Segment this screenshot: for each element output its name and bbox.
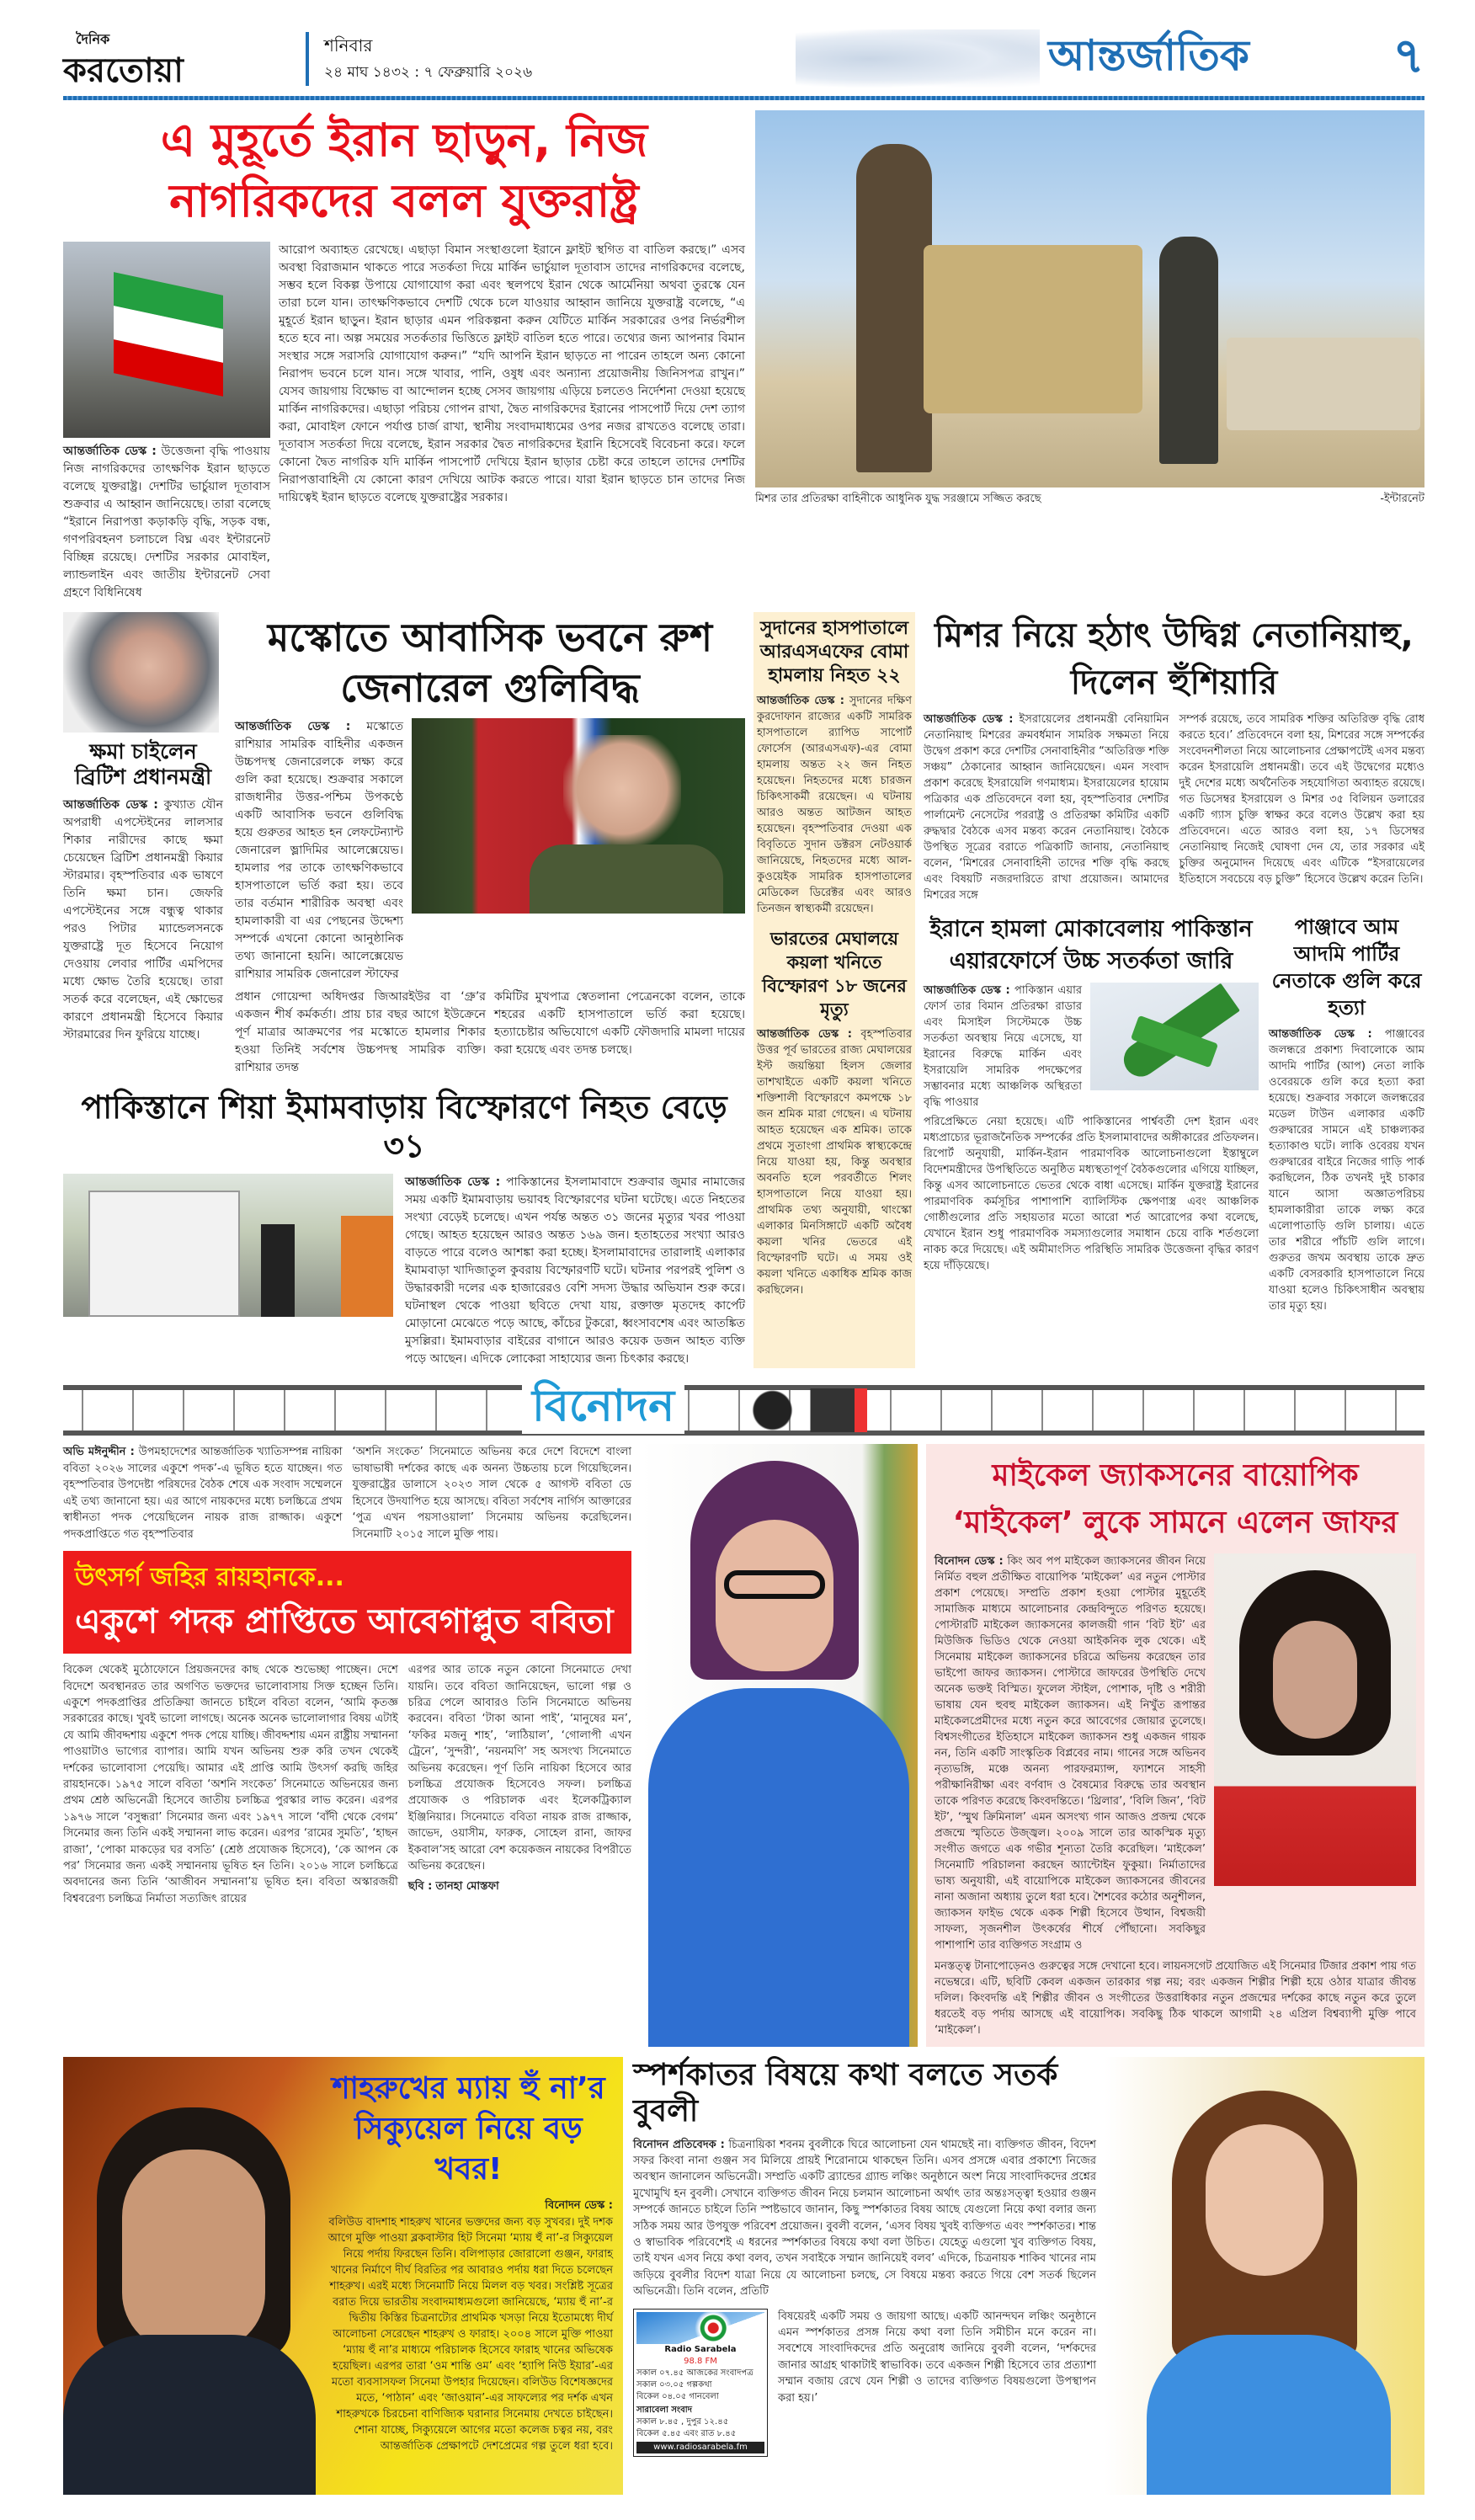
radio-name: Radio Sarabela xyxy=(664,2344,737,2354)
starmer-text: কুখ্যাত যৌন অপরাধী এপস্টেইনের লালসার শিকার নারীদের কাছে ক্ষমা চেয়েছেন ব্রিটিশ প্রধানমন্ত্রী কিয়ার স্টারমার। বৃহস্পতিবার এক ভাষণে তিনি ক্ষমা চান। জেফরি এপস্টেইনের সঙ্গে বন্ধুত্ব থাকার পরও পিটার ম্যান্ডেলসনকে যুক্তরাষ্ট্রে দূত হিসেবে নিয়োগ দেওয়ায় লেবার পার্টির এমপিদের মধ্যে ক্ষোভ তৈরি হয়েছে। তারা সতর্ক করে বলেছেন, এই ক্ষোভের কারণে প্রধানমন্ত্রী হিসেবে কিয়ার স্টারমারের দিন ফুরিয়ে যাচ্ছে। xyxy=(63,798,224,1042)
moscow-story xyxy=(235,612,745,1077)
meghalaya-headline: ভারতের মেঘালয়ে কয়লা খনিতে বিস্ফোরণ ১৮ জনের মৃত্যু xyxy=(762,929,907,1020)
bobita-headline: একুশে পদক প্রাপ্তিতে আবেগাপ্লুত ববিতা xyxy=(75,1602,614,1642)
fighter-jet-photo xyxy=(1090,983,1259,1090)
radio-url[interactable]: www.radiosarabela.fm xyxy=(636,2442,764,2453)
world-map-graphic xyxy=(796,29,1040,88)
moscow-text: মস্কোতে রাশিয়ার সামরিক বাহিনীর একজন উচ্চপদস্থ জেনারেলকে লক্ষ্য করে গুলি করা হয়েছে। শুক্রবার সকালে রাজধানীর উত্তর-পশ্চিম উপকণ্ঠে একটি আবাসিক ভবনে গুলিবিদ্ধ হয়ে গুরুতর আহত হন লেফটেন্যান্ট জেনারেল ভ্লাদিমির আলেক্সেয়েভ। হামলার পর তাকে তাৎক্ষণিকভাবে হাসপাতালে ভর্তি করা হয়। তবে তার বর্তমান শারীরিক অবস্থা এবং হামলাকারী বা এর পেছনের উদ্দেশ্য সম্পর্কে এখনো কোনো আনুষ্ঠানিক তথ্য জানানো হয়নি। আলেক্সেয়েভ রাশিয়ার সামরিক জেনারেল স্টাফের xyxy=(235,720,403,981)
masthead-divider xyxy=(306,32,309,86)
michael-photo xyxy=(1214,1553,1416,1886)
pak-airforce-body xyxy=(924,983,1082,1111)
sudan-headline: সুদানের হাসপাতালে আরএসএফের বোমা হামলায় নিহত ২২ xyxy=(759,618,909,686)
imambara-story xyxy=(63,1174,745,1368)
michael-text: কিং অব পপ মাইকেল জ্যাকসনের জীবন নিয়ে নির্মিত বহুল প্রতীক্ষিত বায়োপিক ‘মাইকেল’ এর নতুন পোস্টার প্রকাশ পেয়েছে। সম্প্রতি প্রকাশ হওয়া পোস্টার মুহূর্তেই সামাজিক মাধ্যমে আলোচনার কেন্দ্রবিন্দুতে পরিণত হয়েছে। পোস্টারটি মাইকেল জ্যাকসনের কালজয়ী গান ‘বিট ইট’ এর মিউজিক ভিডিও থেকে নেওয়া আইকনিক লুক থেকে। এই সিনেমায় মাইকেল জ্যাকসনের চরিত্রে অভিনয় করেছেন তার ভাইপো জাফর জ্যাকসন। পোস্টারে জাফরের উপস্থিতি দেখে অনেক ভক্তই বিস্মিত। ফুলেল স্টাইল, পোশাক, দৃষ্টি ও শরীরী ভাষায় যেন হুবহু মাইকেল জ্যাকসন। এই নিখুঁত রূপান্তর মাইকেলপ্রেমীদের মধ্যে নতুন করে আবেগের জোয়ার তুলেছে। বিশ্বসংগীতের ইতিহাসে মাইকেল জ্যাকসন শুধু একজন গায়ক নন, তিনি একটি সাংস্কৃতিক বিপ্লবের নাম। গানের সঙ্গে অভিনব নৃত্যভঙ্গি, মঞ্চে অনন্য পারফরম্যান্স, ফ্যাশনে সাহসী পরীক্ষানিরীক্ষা এবং বর্ণবাদ ও বৈষম্যের বিরুদ্ধে তার অবস্থান তাকে পরিণত করেছে কিংবদন্তিতে। ‘থ্রিলার’, ‘বিলি জিন’, ‘বিট ইট’, ‘স্মুথ ক্রিমিনাল’ এমন অসংখ্য গান আজও প্রজন্ম থেকে প্রজন্মে স্মৃতিতে উজ্জ্বল। ২০০৯ সালে তার আকস্মিক মৃত্যু সংগীত জগতে এক গভীর শূন্যতা তৈরি করেছিল। ‘মাইকেল’ সিনেমাটি পরিচালনা করছেন অ্যান্টোইন ফুকুয়া। নির্মাতাদের ভাষ্য অনুযায়ী, এই বায়োপিকে মাইকেল জ্যাকসনের জীবনের নানা অজানা অধ্যায় তুলে ধরা হবে। শৈশবের কঠোর অনুশীলন, জ্যাকসন ফাইভ থেকে একক শিল্পী হিসেবে উত্থান, বিশ্বজয়ী সাফল্য, সৃজনশীল উৎকর্ষের শীর্ষে পৌঁছানো। সবকিছুর পাশাপাশি তার ব্যক্তিগত সংগ্রাম ও xyxy=(935,1555,1206,1953)
dateline: আন্তর্জাতিক ডেস্ক : xyxy=(1269,1028,1372,1041)
michael-box xyxy=(926,1444,1424,2047)
lead-intro xyxy=(63,443,270,602)
radio-schedule-item: সকাল ০৭.৪৫ আজকের সংবাদপত্র xyxy=(636,2368,753,2378)
lead-story xyxy=(63,110,745,602)
dateline: আন্তর্জাতিক ডেস্ক : xyxy=(405,1175,501,1190)
bobita-top-col1 xyxy=(63,1444,343,1542)
radio-news-title: সারাবেলা সংবাদ xyxy=(636,2405,692,2415)
section-title: আন্তর্জাতিক xyxy=(1048,30,1249,80)
dateline: আন্তর্জাতিক ডেস্ক : xyxy=(63,445,157,458)
radio-news-times: সকাল ৮.৪৫ , দুপুর ১২.৪৫ xyxy=(636,2416,729,2427)
lead-body: আরোপ অব্যাহত রেখেছে। এছাড়া বিমান সংস্থাগুলো ইরানে ফ্লাইট স্থগিত বা বাতিল করছে।” এসব অবস্থা বিরাজমান থাকতে পারে সতর্কতা দিয়ে মার্কিন ভার্চুয়াল দূতাবাস তাদের নাগরিকদের বলেছে, সম্ভব হলে বিকল্প উপায়ে যোগাযোগ করা এবং স্থলপথে ইরান থেকে আর্মেনিয়া অথবা তুরস্কে যেন তারা চলে যান। তাৎক্ষণিকভাবে দেশটি থেকে চলে যাওয়ার আহ্বান জানিয়ে যুক্তরাষ্ট্র বলেছে, “এ মুহূর্তে ইরান ছাড়ুন। ইরান ছাড়ার এমন পরিকল্পনা করুন যেটিতে মার্কিন সরকারের ওপর নির্ভরশীল হতে হবে না। অল্প সময়ের সতর্কতার ভিত্তিতে ফ্লাইট বাতিল হতে পারে। তথ্যের জন্য আপনার বিমান সংস্থার সঙ্গে সরাসরি যোগাযোগ করুন।” “যদি আপনি ইরান ছাড়তে না পারেন তাহলে অন্য কোনো নিরাপদ ভবনে চলে যান। সঙ্গে খাবার, পানি, ওষুধ এবং অন্যান্য প্রয়োজনীয় জিনিসপত্র রাখুন।” যেসব জায়গায় বিক্ষোভ বা আন্দোলন হচ্ছে সেসব জায়গায় এড়িয়ে চলতেও নির্দেশনা দেওয়া হয়েছে মার্কিন নাগরিকদের। এছাড়া পরিচয় গোপন রাখা, দ্বৈত নাগরিকদের ইরানের পাসপোর্ট দিয়ে দেশ ত্যাগ করা, মোবাইল ফোনে পর্যাপ্ত চার্জ রাখা, স্থানীয় সংবাদমাধ্যমের ওপর নজর রাখতেও বলেছে তারা। দূতাবাস সতর্কতা দিয়ে বলেছে, ইরান সরকার দ্বৈত নাগরিকদের ইরানি হিসেবেই বিবেচনা করে। ফলে কোনো দ্বৈত নাগরিক যদি মার্কিন পাসপোর্ট দেখিয়ে ইরান ছাড়ার চেষ্টা করে তাহলে তাদের দেশটির নিরাপত্তাবাহিনী যে কোনো কারণ দেখিয়ে আটক করতে পারে। যারা ইরান ছাড়তে চান তাদের নিজ দায়িত্বেই ইরান ছাড়তে বলেছে যুক্তরাষ্ট্রের সরকার। xyxy=(279,243,745,504)
punjab-body xyxy=(1269,1026,1424,1314)
russian-general-photo xyxy=(412,718,745,914)
bobita-body-2: এরপর আর তাকে নতুন কোনো সিনেমাতে দেখা যায়নি। তবে ববিতা জানিয়েছেন, ভালো গল্প ও চরিত্র পেলে আবারও তিনি সিনেমাতে অভিনয় করবেন। ববিতা ‘টাকা আনা পাই’, ‘মানুষের মন’, ‘ফকির মজনু শাহ’, ‘লাঠিয়াল’, ‘গোলাপী এখন ট্রেনে’, ‘সুন্দরী’, ‘নয়নমণি’ সহ অসংখ্য সিনেমাতে অভিনয় করেছেন। পূর্ণ তিনি নায়িকা হিসেবে আর চলচ্চিত্র প্রযোজক হিসেবেও সফল। চলচ্চিত্র প্রযোজক ও পরিচালক এবং ইলেকট্রিক্যাল ইঞ্জিনিয়ার। সিনেমাতে ববিতা নায়ক রাজ রাজ্জাক, জাভেদ, ওয়াসীম, ফারুক, সোহেল রানা, জাফর ইকবাল’সহ আরো বেশ কয়েকজন নায়কের বিপরীতে অভিনয় করেছেন। xyxy=(407,1664,631,1873)
bobita-top-col2: ‘অশনি সংকেত’ সিনেমাতে অভিনয় করে দেশে বিদেশে বাংলা ভাষাভাষী দর্শকের কাছে এক অনন্য উচ্চতায় চলে গিয়েছিলেন। যুক্তরাষ্ট্রের ডালাসে ২০২৩ সাল থেকে ৫ আগস্ট ববিতা ডে হিসেবে উদযাপিত হয়ে আসছে। ববিতা সর্বশেষ নার্গিস আক্তারের ‘পুত্র এখন পয়সাওয়ালা’ সিনেমায় অভিনয় করেছিলেন। সিনেমাটি ২০১৫ সালে মুক্তি পায়। xyxy=(352,1446,631,1541)
srk-dateline: বিনোদন ডেস্ক : xyxy=(545,2199,613,2213)
starmer-photo xyxy=(63,612,219,733)
sudan-body xyxy=(757,693,912,917)
dateline: আন্তর্জাতিক ডেস্ক : xyxy=(757,1028,853,1041)
bobita-headline-box xyxy=(63,1551,631,1654)
dateline: আন্তর্জাতিক ডেস্ক : xyxy=(757,695,844,707)
starmer-story xyxy=(63,612,223,1044)
dateline: আন্তর্জাতিক ডেস্ক : xyxy=(924,984,1010,997)
moscow-body xyxy=(235,718,403,983)
imambara-headline: পাকিস্তানে শিয়া ইমামবাড়ায় বিস্ফোরণে নিহত বেড়ে ৩১ xyxy=(81,1089,727,1164)
pak-airforce-text: পাকিস্তান এয়ার ফোর্স তার বিমান প্রতিরক্ষা রাডার এবং মিসাইল সিস্টেমকে উচ্চ সতর্কতা অবস্থায় নিয়ে এসেছে, যা ইরানের বিরুদ্ধে মার্কিন এবং ইসরায়েলি সামরিক পদক্ষেপের সম্ভাবনার মধ্যে আঞ্চলিক অস্থিরতা বৃদ্ধি পাওয়ার xyxy=(924,984,1082,1109)
moscow-headline: মস্কোতে আবাসিক ভবনে রুশ জেনারেল গুলিবিদ্ধ xyxy=(267,615,713,711)
iran-flag-photo xyxy=(63,242,270,438)
radio-sarabela-ad xyxy=(633,2309,768,2457)
bubly-photo xyxy=(1105,2057,1424,2495)
sudan-text: সুদানের দক্ষিণ কুরদোফান রাজ্যের একটি সামরিক হাসপাতালে র‍্যাপিড সাপোর্ট ফোর্সেস (আরএসএফ)-এর বোমা হামলায় অন্তত ২২ জন নিহত হয়েছেন। নিহতদের মধ্যে চারজন চিকিৎসাকর্মী রয়েছেন। এ ঘটনায় আরও অন্তত আটজন আহত হয়েছেন। বৃহস্পতিবার দেওয়া এক বিবৃতিতে সুদান ডক্টরস নেটওয়ার্ক জানিয়েছে, নিহতদের মধ্যে আল-কুওয়েইক সামরিক হাসপাতালের মেডিকেল ডিরেক্টর এবং আরও তিনজন স্বাস্থ্যকর্মী রয়েছেন। xyxy=(757,695,912,915)
pak-airforce-story xyxy=(924,914,1259,1274)
iran-flag-icon xyxy=(114,272,223,397)
meghalaya-text: বৃহস্পতিবার উত্তর পূর্ব ভারতের রাজ্য মেঘালয়ের ইস্ট জয়ন্তিয়া হিলস জেলার তাশখাইতে একটি কয়লা খনিতে শক্তিশালী বিস্ফোরণে কমপক্ষে ১৮ জন শ্রমিক মারা গেছেন। এ ঘটনায় আহত হয়েছেন এক শ্রমিক। তাকে প্রথমে সুতাংগা প্রাথমিক স্বাস্থ্যকেন্দ্রে নিয়ে যাওয়া হয়, কিন্তু অবস্থার অবনতি হলে পরবর্তীতে শিলং হাসপাতালে নিয়ে যাওয়া হয়। প্রাথমিক তথ্য অনুযায়ী, থাংস্কো এলাকার মিনসিঙ্গাটে একটি অবৈধ কয়লা খনির ভেতরে এই বিস্ফোরণটি ঘটে। এ সময় ওই কয়লা খনিতে একাধিক শ্রমিক কাজ করছিলেন। xyxy=(757,1028,912,1297)
netanyahu-text-1: ইসরায়েলের প্রধানমন্ত্রী বেনিয়ামিন নেতানিয়াহু মিশরের ক্রমবর্ধমান সামরিক সক্ষমতা নিয়ে উদ্বেগ প্রকাশ করে দেশটির সেনাবাহিনীর “অতিরিক্ত শক্তি সঞ্চয়” ঠেকানোর আহ্বান জানিয়েছেন। এমন সংবাদ প্রকাশ করেছে ইসরায়েলি গণমাধ্যম। ইসরায়েলের হায়োম পত্রিকার এক প্রতিবেদনে বলা হয়, বৃহস্পতিবার দেশটির পার্লামেন্ট নেসেটের পররাষ্ট্র ও প্রতিরক্ষা কমিটির একটি রুদ্ধদ্বার বৈঠকে এসব মন্তব্য করেন নেতানিয়াহু। বৈঠকে উপস্থিত সূত্রের বরাতে পত্রিকাটি জানায়, নেতানিয়াহু বলেন, ‘মিশরের সেনাবাহিনী তাদের শক্তি বৃদ্ধি করছে এবং বিষয়টি নজরদারিতে রাখা প্রয়োজন। আমাদের মিশরের সঙ্গে xyxy=(924,713,1169,902)
bubly-body xyxy=(633,2137,1096,2300)
egypt-photo-credit: -ইন্টারনেট xyxy=(1380,493,1424,505)
bottom-section xyxy=(63,2057,1424,2495)
imambara-text: পাকিস্তানের ইসলামাবাদে শুক্রবার জুমার নামাজের সময় একটি ইমামবাড়ায় ভয়াবহ বিস্ফোরণের ঘটনা ঘটেছে। এতে নিহতের সংখ্যা বেড়েই চলেছে। এখন পর্যন্ত অন্তত ৩১ জনের মৃত্যুর খবর পাওয়া গেছে। আহত হয়েছেন আরও অন্তত ১৬৯ জন। হতাহতের সংখ্যা আরও বাড়তে পারে বলেও আশঙ্কা করা হচ্ছে। ইসলামাবাদের তারালাই এলাকার ইমামবাড়া খাদিজাতুল কুবরায় বিস্ফোরণটি ঘটে। ঘটনার পরপরই পুলিশ ও উদ্ধারকারী দলের এক হাজারেরও বেশি সদস্য উদ্ধার অভিযান শুরু করে। ঘটনাস্থল থেকে পাওয়া ছবিতে দেখা যায়, রক্তাক্ত মৃতদেহ কার্পেট মোড়ানো মেঝেতে পড়ে আছে, কাঁচের টুকরো, ধ্বংসাবশেষ এবং আতঙ্কিত মুসল্লিরা। ইমামবাড়ার বাইরের বাগানে আরও কয়েক ডজন আহত ব্যক্তি পড়ে আছেন। এদিকে লোকেরা সাহায্যের জন্য চিৎকার করছে। xyxy=(405,1175,746,1367)
bobita-kicker: উৎসর্গ জহির রায়হানকে... xyxy=(75,1563,344,1593)
punjab-text: পাঞ্জাবের জলন্ধরে প্রকাশ্য দিবালোকে আম আদমি পার্টির (আপ) নেতা লাকি ওবেরয়কে গুলি করে হত্যা করা হয়েছে। শুক্রবার সকালে জলন্ধরের মডেল টাউন এলাকার একটি গুরুদ্বারের সামনে এই চাঞ্চল্যকর হত্যাকাণ্ড ঘটে। লাকি ওবেরয় যখন গুরুদ্বারের বাইরে নিজের গাড়ি পার্ক করছিলেন, ঠিক তখনই দুই চাকার যানে আসা অজ্ঞাতপরিচয় হামলাকারীরা তাকে লক্ষ্য করে এলোপাতাড়ি গুলি চালায়। এতে তার শরীরে পাঁচটি গুলি লাগে। গুরুতর জখম অবস্থায় তাকে দ্রুত একটি বেসরকারি হাসপাতালে নিয়ে যাওয়া হলেও চিকিৎসাধীন অবস্থায় তার মৃত্যু হয়। xyxy=(1269,1028,1424,1313)
netanyahu-col1 xyxy=(924,711,1169,903)
bubly-text: চিত্রনায়িকা শবনম বুবলীকে ঘিরে আলোচনা যেন থামছেই না। ব্যক্তিগত জীবন, বিদেশ সফর কিংবা নানা গুঞ্জন সব মিলিয়ে প্রায়ই শিরোনামে থাকছেন তিনি। এসব প্রসঙ্গে এবার প্রকাশ্যে নিজের অবস্থান জানালেন অভিনেত্রী। সম্প্রতি একটি ব্র্যান্ডের গ্র্যান্ড লঞ্চিং অনুষ্ঠানে অংশ নিয়ে সাংবাদিকদের প্রশ্নের মুখোমুখি হন বুবলী। সেখানে ব্যক্তিগত জীবন নিয়ে চলমান আলোচনা অর্থাৎ তার অন্তঃসত্ত্বা হওয়ার গুঞ্জন সম্পর্কে জানতে চাইলে তিনি স্পষ্টভাবে জানান, কিছু স্পর্শকাতর বিষয় আছে যেগুলো নিয়ে কথা বলার জন্য সঠিক সময় আর উপযুক্ত পরিবেশ প্রয়োজন। বুবলী বলেন, ‘এসব বিষয় খুবই ব্যক্তিগত এবং স্পর্শকাতর। শান্ত ও স্বাভাবিক পরিবেশেই এ ধরনের স্পর্শকাতর বিষয়ে কথা বলা উচিত। যেহেতু এগুলো খুব ব্যক্তিগত বিষয়, তাই যখন এসব নিয়ে কথা বলব, তখন সবাইকে সম্মান জানিয়েই বলব’ এদিকে, চিত্রনায়ক শাকিব খানের নাম জড়িয়ে বুবলীর বিদেশ যাত্রা নিয়ে যে আলোচনা চলছে, সে বিষয়ে মন্তব্য করতে গিয়ে বেশ সতর্ক ছিলেন অভিনেত্রী। তিনি বলেন, প্রতিটি xyxy=(633,2138,1096,2299)
lead-headline: এ মুহূর্তে ইরান ছাড়ুন, নিজ নাগরিকদের বলল যুক্তরাষ্ট্র xyxy=(160,114,648,227)
imambara-photo xyxy=(63,1174,393,1317)
issue-date: ২৪ মাঘ ১৪৩২ : ৭ ফেব্রুয়ারি ২০২৬ xyxy=(324,63,533,81)
entertainment-banner xyxy=(63,1381,1424,1436)
srk-body: বলিউড বাদশাহ শাহরুখ খানের ভক্তদের জন্য বড় সুখবর। দুই দশক আগে মুক্তি পাওয়া ব্লকবাস্টার হিট সিনেমা ‘ম্যায় হুঁ না’-র সিক্যুয়েল নিয়ে পর্দায় ফিরছেন তিনি। বলিপাড়ার জোরালো গুঞ্জন, ফারাহ খানের নির্মাণে দীর্ঘ বিরতির পর আবারও পর্দায় ধরা দিতে চলেছেন শাহরুখ। এরই মধ্যে সিনেমাটি নিয়ে মিলল বড় খবর। সংশ্লিষ্ট সূত্রের বরাত দিয়ে ভারতীয় সংবাদমাধ্যমগুলো জানিয়েছে, ‘ম্যায় হুঁ না’-র দ্বিতীয় কিস্তির চিত্রনাট্যের প্রাথমিক খসড়া নিয়ে ইতোমধ্যে দীর্ঘ আলোচনা সেরেছেন শাহরুখ ও ফারাহ। ২০০৪ সালে মুক্তি পাওয়া ‘ম্যায় হুঁ না’র মাধ্যমে পরিচালক হিসেবে ফারাহ খানের অভিষেক হয়েছিল। এরপর তারা ‘ওম শান্তি ওম’ এবং ‘হ্যাপি নিউ ইয়ার’-এর মতো ব্যবসাসফল সিনেমা উপহার দিয়েছেন। বলিউড বিশেষজ্ঞদের মতে, ‘পাঠান’ এবং ‘জাওয়ান’-এর সাফল্যের পর দর্শক এখন শাহরুখকে চিরচেনা বাণিজ্যিক ঘরানার সিনেমায় দেখতে চাইছেন। শোনা যাচ্ছে, সিক্যুয়েলে আগের মতো কলেজ চত্বর নয়, বরং আন্তর্জাতিক প্রেক্ষাপটে দেশপ্রেমের গল্প তুলে ধরা হবে। xyxy=(327,2216,613,2453)
egypt-photo-caption: মিশর তার প্রতিরক্ষা বাহিনীকে আধুনিক যুদ্ধ সরঞ্জামে সজ্জিত করছে xyxy=(755,493,1041,505)
bobita-body-1: বিকেল থেকেই মুঠোফোনে প্রিয়জনদের কাছ থেকে শুভেচ্ছা পাচ্ছেন। দেশে বিদেশে অবস্থানরত তার অগণিত ভক্তদের ভালোবাসায় সিক্ত হচ্ছেন তিনি। একুশে পদকপ্রাপ্তির প্রতিক্রিয়া জানতে চাইলে ববিতা বলেন, ‘আমি কৃতজ্ঞ সরকারের কাছে। খুবই ভালো লাগছে। অনেক অনেক ভালোলাগার বিষয় এটাই যে আমি জীবদ্দশায় একুশে পদক পেয়ে যাচ্ছি। জীবদ্দশায় এমন রাষ্ট্রীয় সম্মাননা পাওয়াটাও ভাগ্যের ব্যাপার। আমি যখন অভিনয় শুরু করি তখন থেকেই দর্শকের ভালোবাসা পেয়েছি। আমার এই প্রাপ্তি আমি উৎসর্গ করছি জহির রায়হানকে। ১৯৭৫ সালে ববিতা ‘অশনি সংকেত’ সিনেমাতে অভিনয়ের জন্য প্রথম শ্রেষ্ঠ অভিনেত্রী হিসেবে জাতীয় চলচ্চিত্র পুরস্কার লাভ করেন। এরপর ১৯৭৬ সালে ‘বসুন্ধরা’ সিনেমার জন্য এবং ১৯৭৭ সালে ‘বাঁদী থেকে বেগম’ সিনেমার জন্য তিনি একই সম্মাননা লাভ করেন। এরপর ‘রামের সুমতি’, ‘হাছন রাজা’, ‘পোকা মাকড়ের ঘর বসতি’ (শ্রেষ্ঠ প্রযোজক হিসেবে), ‘কে আপন কে পর’ সিনেমার জন্য একই সম্মাননায় ভূষিত হন তিনি। ২০১৬ সালে চলচ্চিত্রে অবদানের জন্য তিনি ‘আজীবন সম্মাননা’য় ভূষিত হন। ববিতা অস্কারজয়ী বিশ্ববরেণ্য চলচ্চিত্র নির্মাতা সত্যজিৎ রায়ের xyxy=(63,1664,398,1905)
netanyahu-col2: সম্পর্ক রয়েছে, তবে সামরিক শক্তির অতিরিক্ত বৃদ্ধি রোধ করতে হবে।’ প্রতিবেদনে বলা হয়, মিশরের সঙ্গে সম্পর্কের সংবেদনশীলতা নিয়ে আলোচনার প্রেক্ষাপটেই এসব মন্তব্য করেন ইসরায়েলি প্রধানমন্ত্রী। তবে এই উদ্বেগের মধ্যেও দুই দেশের মধ্যে অর্থনৈতিক সহযোগিতা অব্যাহত রয়েছে। গত ডিসেম্বর ইসরায়েল ও মিশর ৩৫ বিলিয়ন ডলারের একটি গ্যাস চুক্তি স্বাক্ষর করে বলেও উল্লেখ করা হয় প্রতিবেদনে। এতে আরও বলা হয়, ১৭ ডিসেম্বর নেতানিয়াহু নিজেই ঘোষণা দেন যে, তার সরকার এই চুক্তির অনুমোদন দিয়েছে এবং এটিকে “ইসরায়েলের ইতিহাসে সবচেয়ে বড় চুক্তি” হিসেবে উল্লেখ করেন তিনি। xyxy=(1179,713,1424,886)
masthead xyxy=(63,25,1424,93)
punjab-headline: পাঞ্জাবে আম আদমি পার্টির নেতাকে গুলি করে হত্যা xyxy=(1271,915,1422,1020)
bubly-body-2: বিষয়েরই একটি সময় ও জায়গা আছে। একটি আনন্দঘন লঞ্চিং অনুষ্ঠানে এমন স্পর্শকাতর প্রসঙ্গ নিয়ে কথা বলা তিনি সমীচীন মনে করেন না। সবশেষে সাংবাদিকদের প্রতি অনুরোধ জানিয়ে বুবলী বলেন, ‘দর্শকদের জানার আগ্রহ থাকাটাই স্বাভাবিক। তবে একজন শিল্পী হিসেবে তার প্রত্যাশা সম্মান বজায় রেখে যেন শিল্পী ও তাদের ব্যক্তিগত বিষয়গুলো উপস্থাপন করা হয়।’ xyxy=(778,2310,1096,2405)
imambara-body xyxy=(405,1174,745,1368)
dateline: আন্তর্জাতিক ডেস্ক : xyxy=(924,713,1014,726)
entertainment-section-title: বিনোদন xyxy=(522,1378,684,1434)
egypt-photo-block xyxy=(755,110,1424,509)
byline: অভি মঈনুদ্দীন : xyxy=(63,1446,135,1459)
michael-body xyxy=(935,1553,1206,1953)
radio-schedule-item: বিকেল ০৪.০৫ গানবেলা xyxy=(636,2391,719,2401)
masthead-logo-block xyxy=(63,29,290,90)
page-number: ৭ xyxy=(1392,26,1424,84)
moscow-body-3: কমিটির মুখপাত্র স্বেতলানা পেত্রেনকো বলেন, তাকে শহরের একটি হাসপাতালে ভর্তি করা হয়েছে। হত্যাচেষ্টার অভিযোগে একটি ফৌজদারি মামলা দায়ের করা হয়েছে এবং তদন্ত চলছে। xyxy=(494,990,745,1057)
bubly-headline: স্পর্শকাতর বিষয়ে কথা বলতে সতর্ক বুবলী xyxy=(633,2058,1058,2129)
middle-section xyxy=(63,612,1424,1368)
michael-headline: মাইকেল জ্যাকসনের বায়োপিক ‘মাইকেল’ লুকে সামনে এলেন জাফর xyxy=(952,1458,1398,1541)
dateline: বিনোদন ডেস্ক : xyxy=(935,1555,1004,1569)
radio-frequency: 98.8 FM xyxy=(684,2356,717,2366)
dateline: আন্তর্জাতিক ডেস্ক : xyxy=(235,720,351,733)
masthead-logo-small: দৈনিক xyxy=(76,30,110,47)
radio-logo-icon xyxy=(636,2312,764,2344)
srk-photo xyxy=(63,2057,316,2495)
bobita-story xyxy=(63,1444,918,2047)
bubly-story xyxy=(633,2057,1424,2495)
srk-headline: শাহরুখের ম্যায় হুঁ না’র সিক্যুয়েল নিয়ে বড় খবর! xyxy=(332,2071,605,2187)
dateline: আন্তর্জাতিক ডেস্ক : xyxy=(63,798,158,812)
meghalaya-body xyxy=(757,1026,912,1298)
netanyahu-headline: মিশর নিয়ে হঠাৎ উদ্বিগ্ন নেতানিয়াহু, দিলেন হুঁশিয়ারি xyxy=(935,616,1414,702)
bobita-photo-credit xyxy=(408,1878,631,1895)
punjab-story xyxy=(1269,914,1424,1314)
entertainment-section xyxy=(63,1444,1424,2047)
top-section xyxy=(63,110,1424,602)
srk-box xyxy=(63,2057,623,2495)
starmer-body xyxy=(63,796,223,1044)
newspaper-page xyxy=(63,0,1424,2520)
moscow-body-2: প্রধান গোয়েন্দা অধিদপ্তর জিআরইউর বা ‘গ্রু’র একজন শীর্ষ কর্মকর্তা। প্রায় চার বছর আগে ইউক্রেনে পূর্ণ মাত্রার আক্রমণের পর মস্কোতে হামলার শিকার হওয়া তিনিই সর্বশেষ উচ্চপদস্থ সামরিক ব্যক্তি। রাশিয়ার তদন্ত xyxy=(235,990,486,1074)
radio-news-times-2: বিকেল ৫.৪৫ এবং রাত ৮.৪৫ xyxy=(636,2428,737,2438)
bobita-photo xyxy=(640,1444,918,2047)
dateline: বিনোদন প্রতিবেদক : xyxy=(633,2138,725,2151)
netanyahu-story xyxy=(924,711,1424,903)
starmer-headline: ক্ষমা চাইলেন ব্রিটিশ প্রধানমন্ত্রী xyxy=(74,739,212,789)
masthead-logo: করতোয়া xyxy=(63,51,184,90)
michael-body-2: মনস্তত্ত্ব টানাপোড়েনও গুরুত্বের সঙ্গে দেখানো হবে। লায়নসগেট প্রযোজিত এই সিনেমার টিজার প্রকাশ পায় গত নভেম্বরে। এটি, ছবিটি কেবল একজন তারকার গল্প নয়; বরং একজন শিল্পীর শিল্পী হয়ে ওঠার যাত্রার জীবন্ত দলিল। কিংবদন্তি এই শিল্পীর জীবন ও সংগীতের উত্তরাধিকার নতুন প্রজন্মের দর্শকের কাছে নতুন করে তুলে ধরতেই বড় পর্দায় আসছে এই বায়োপিক। সবকিছু ঠিক থাকলে আগামী ২৪ এপ্রিল বিশ্বব্যাপী মুক্তি পাবে ‘মাইকেল’। xyxy=(935,1960,1416,2038)
issue-dates xyxy=(324,34,678,85)
film-reel-icon xyxy=(741,1388,867,1432)
egypt-soldiers-photo xyxy=(755,110,1424,487)
lead-intro-text: উত্তেজনা বৃদ্ধি পাওয়ায় নিজ নাগরিকদের তাৎক্ষণিক ইরান ছাড়তে বলেছে যুক্তরাষ্ট্র। দেশটির ভার্চুয়াল দূতাবাস শুক্রবার এ আহ্বান জানিয়েছে। তারা বলেছে “ইরানে নিরাপত্তা কড়াকড়ি বৃদ্ধি, সড়ক বন্ধ, গণপরিবহনণ চলাচলে বিঘ্ন এবং ইন্টারনেট বিচ্ছিন্ন রয়েছে। দেশটির সরকার মোবাইল, ল্যান্ডলাইন এবং জাতীয় ইন্টারনেট সেবা গ্রহণে বিধিনিষেধ xyxy=(63,445,270,599)
pak-airforce-headline: ইরানে হামলা মোকাবেলায় পাকিস্তান এয়ারফোর্সে উচ্চ সতর্কতা জারি xyxy=(929,916,1253,974)
radio-schedule-item: সকাল ০৩.০৫ গল্পকথা xyxy=(636,2379,712,2389)
issue-day: শনিবার xyxy=(324,35,373,56)
photo-credit-label: ছবি : xyxy=(407,1880,433,1894)
photo-credit-name: তানহা মোস্তফা xyxy=(435,1880,499,1894)
pak-airforce-body-2: পরিপ্রেক্ষিতে নেয়া হয়েছে। এটি পাকিস্তানের পার্শ্ববর্তী দেশ ইরান এবং মধ্যপ্রাচ্যের ভূরাজনৈতিক সম্পর্কের প্রতি ইসলামাবাদের অঙ্গীকারের প্রতিফলন। রিপোর্ট অনুযায়ী, মার্কিন-ইরান পারমাণবিক আলোচনাগুলো ইস্তাম্বুলে বিদেশমন্ত্রীদের উপস্থিতিতে অনুষ্ঠিত মধ্যস্থতাপূর্ণ বৈঠকগুলোর এগিয়ে যাচ্ছিল, কিন্তু এসব আলোচনাতে ভেতর থেকে বাধা এসেছে। মার্কিন যুক্তরাষ্ট্র ইরানের পারমাণবিক কর্মসূচির পাশাপাশি ব্যালিস্টিক ক্ষেপণাস্ত্র এবং আঞ্চলিক গোষ্ঠীগুলোর প্রতি সহায়তার মতো আরো শর্ত আরোপের কথা বলেছে, যেখানে ইরান শুধু পারমাণবিক সমস্যাগুলোর সমাধান চেয়ে বাকি শর্তগুলো নাকচ করে দিয়েছে। এই অমীমাংসিত পরিস্থিতি সামরিক উত্তেজনা বৃদ্ধির কারণ হয়ে দাঁড়িয়েছে। xyxy=(924,1116,1259,1272)
bobita-top-text-1: উপমহাদেশের আন্তর্জাতিক খ্যাতিসম্পন্ন নায়িকা ববিতা ২০২৬ সালের একুশে পদক’-এ ভূষিত হতে যাচ্ছেন। গত বৃহস্পতিবার উপদেষ্টা পরিষদের বৈঠক শেষে এক সংবাদ সম্মেলনে এই তথ্য জানানো হয়। এর আগে নায়কদের মধ্যে চলচ্চিত্রে প্রথম স্বাধীনতা পদক পেয়েছিলেন নায়ক রাজ রাজ্জাক। একুশে পদকপ্রাপ্তিতে গত বৃহস্পতিবার xyxy=(63,1446,343,1541)
sudan-sidebar-box xyxy=(753,612,915,1368)
